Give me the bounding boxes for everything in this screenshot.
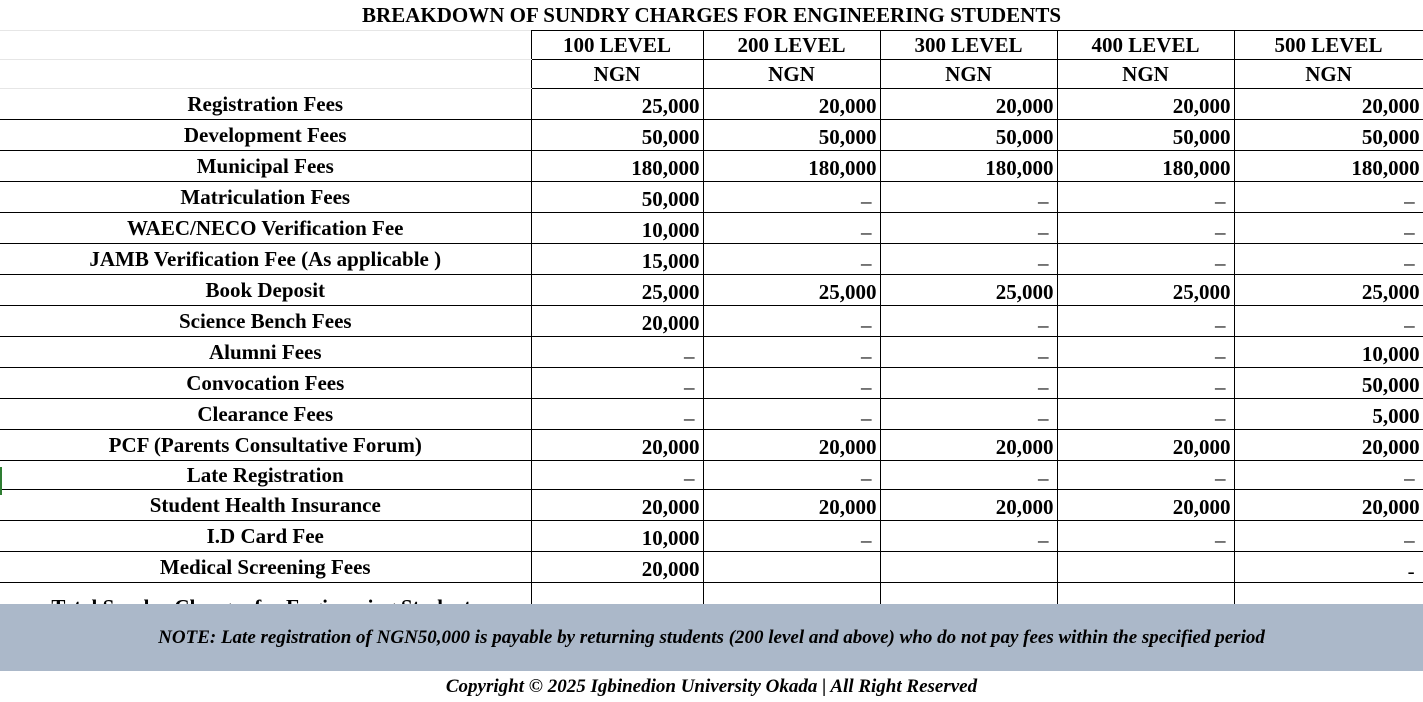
title-row: [0, 0, 1423, 31]
fee-amount-level-100: 20,000: [531, 490, 703, 521]
fee-amount-level-500: –: [1234, 306, 1423, 337]
fee-label: Matriculation Fees: [0, 182, 531, 213]
fee-amount-level-100: 10,000: [531, 213, 703, 244]
fee-label: Development Fees: [0, 120, 531, 151]
fee-amount-level-400: 50,000: [1057, 120, 1234, 151]
fee-amount-level-400: –: [1057, 337, 1234, 368]
fee-row: [0, 521, 1423, 552]
fee-row: [0, 182, 1423, 213]
fee-amount-level-300: 20,000: [880, 89, 1057, 120]
fee-label: WAEC/NECO Verification Fee: [0, 213, 531, 244]
fee-row: [0, 120, 1423, 151]
fee-amount-level-100: 20,000: [531, 552, 703, 583]
fee-amount-level-400: –: [1057, 399, 1234, 430]
fee-label: Municipal Fees: [0, 151, 531, 182]
fee-label: Medical Screening Fees: [0, 552, 531, 583]
fee-amount-level-100: –: [531, 461, 703, 490]
fee-amount-level-100: 10,000: [531, 521, 703, 552]
fee-amount-level-400: 20,000: [1057, 89, 1234, 120]
fee-amount-level-200: –: [703, 337, 880, 368]
fee-amount-level-200: –: [703, 368, 880, 399]
fee-amount-level-300: –: [880, 182, 1057, 213]
fee-amount-level-200: –: [703, 306, 880, 337]
fee-amount-level-500: 180,000: [1234, 151, 1423, 182]
currency-cell: NGN: [880, 60, 1057, 89]
fee-amount-level-400: –: [1057, 306, 1234, 337]
currency-cell: NGN: [1234, 60, 1423, 89]
fee-label: Convocation Fees: [0, 368, 531, 399]
fee-label: Science Bench Fees: [0, 306, 531, 337]
fee-amount-level-500: 20,000: [1234, 490, 1423, 521]
fee-amount-level-300: –: [880, 399, 1057, 430]
fee-amount-level-200: –: [703, 213, 880, 244]
fee-amount-level-500: 20,000: [1234, 89, 1423, 120]
fee-amount-level-400: 25,000: [1057, 275, 1234, 306]
fee-amount-level-200: 50,000: [703, 120, 880, 151]
fee-label: PCF (Parents Consultative Forum): [0, 430, 531, 461]
header-200-level: 200 LEVEL: [703, 31, 880, 60]
fee-row: [0, 244, 1423, 275]
fee-label: Clearance Fees: [0, 399, 531, 430]
fee-amount-level-500: –: [1234, 244, 1423, 275]
fee-amount-level-200: –: [703, 399, 880, 430]
fee-amount-level-300: –: [880, 244, 1057, 275]
fee-row: [0, 461, 1423, 490]
fee-amount-level-100: –: [531, 368, 703, 399]
fee-amount-level-300: 20,000: [880, 430, 1057, 461]
fee-amount-level-500: 5,000: [1234, 399, 1423, 430]
fee-amount-level-200: –: [703, 521, 880, 552]
fee-amount-level-100: 20,000: [531, 430, 703, 461]
fee-amount-level-200: 20,000: [703, 89, 880, 120]
fee-amount-level-500: –: [1234, 213, 1423, 244]
fee-amount-level-500: 25,000: [1234, 275, 1423, 306]
fee-row: [0, 552, 1423, 583]
fee-row: [0, 368, 1423, 399]
fee-amount-level-400: [1057, 552, 1234, 583]
fee-amount-level-400: 20,000: [1057, 430, 1234, 461]
fee-amount-level-400: –: [1057, 521, 1234, 552]
fee-amount-level-200: –: [703, 182, 880, 213]
fee-amount-level-500: 50,000: [1234, 120, 1423, 151]
fee-row: [0, 490, 1423, 521]
fee-amount-level-100: 15,000: [531, 244, 703, 275]
fee-amount-level-500: -: [1234, 552, 1423, 583]
blank-header-cell: [0, 31, 531, 60]
fee-amount-level-300: –: [880, 368, 1057, 399]
fee-amount-level-500: –: [1234, 521, 1423, 552]
currency-cell: NGN: [1057, 60, 1234, 89]
fee-amount-level-400: 20,000: [1057, 490, 1234, 521]
fee-amount-level-400: –: [1057, 368, 1234, 399]
fee-amount-level-200: –: [703, 244, 880, 275]
fee-label: Alumni Fees: [0, 337, 531, 368]
fee-amount-level-300: 25,000: [880, 275, 1057, 306]
fee-row: [0, 151, 1423, 182]
fee-amount-level-400: –: [1057, 213, 1234, 244]
fee-amount-level-300: 20,000: [880, 490, 1057, 521]
fee-amount-level-200: [703, 552, 880, 583]
fee-amount-level-500: 20,000: [1234, 430, 1423, 461]
fee-label: I.D Card Fee: [0, 521, 531, 552]
fee-amount-level-300: 50,000: [880, 120, 1057, 151]
header-500-level: 500 LEVEL: [1234, 31, 1423, 60]
fee-label: Late Registration: [0, 461, 531, 490]
fee-amount-level-500: –: [1234, 182, 1423, 213]
fee-amount-level-100: 25,000: [531, 275, 703, 306]
currency-cell: NGN: [531, 60, 703, 89]
fee-label: JAMB Verification Fee (As applicable ): [0, 244, 531, 275]
fee-label: Book Deposit: [0, 275, 531, 306]
fee-row: [0, 337, 1423, 368]
fee-amount-level-100: –: [531, 399, 703, 430]
table-title: BREAKDOWN OF SUNDRY CHARGES FOR ENGINEERING STUDENTS: [362, 2, 1062, 27]
late-registration-note: NOTE: Late registration of NGN50,000 is payable by returning students (200 level and above) who do not pay fees within the specified period: [0, 604, 1423, 671]
header-400-level: 400 LEVEL: [1057, 31, 1234, 60]
currency-header-row: [0, 60, 1423, 89]
fee-amount-level-200: 20,000: [703, 430, 880, 461]
fee-amount-level-200: 25,000: [703, 275, 880, 306]
fee-amount-level-100: 25,000: [531, 89, 703, 120]
fee-row: [0, 306, 1423, 337]
fee-amount-level-500: –: [1234, 461, 1423, 490]
fee-amount-level-100: 180,000: [531, 151, 703, 182]
fee-amount-level-300: –: [880, 521, 1057, 552]
fee-amount-level-400: –: [1057, 461, 1234, 490]
header-100-level: 100 LEVEL: [531, 31, 703, 60]
copyright-footer: Copyright © 2025 Igbinedion University Okada | All Right Reserved: [445, 675, 978, 697]
fee-amount-level-300: 180,000: [880, 151, 1057, 182]
fee-row: [0, 89, 1423, 120]
fee-row: [0, 213, 1423, 244]
level-header-row: [0, 31, 1423, 60]
fee-amount-level-200: 20,000: [703, 490, 880, 521]
blank-header-cell: [0, 60, 531, 89]
fee-amount-level-300: –: [880, 337, 1057, 368]
fee-amount-level-100: 50,000: [531, 182, 703, 213]
fee-amount-level-400: –: [1057, 182, 1234, 213]
fee-label: Student Health Insurance: [0, 490, 531, 521]
fee-amount-level-400: 180,000: [1057, 151, 1234, 182]
fee-amount-level-200: –: [703, 461, 880, 490]
fee-label: Registration Fees: [0, 89, 531, 120]
fee-amount-level-100: 50,000: [531, 120, 703, 151]
fee-amount-level-500: 50,000: [1234, 368, 1423, 399]
fee-amount-level-300: –: [880, 461, 1057, 490]
fee-row: [0, 399, 1423, 430]
fee-amount-level-300: –: [880, 213, 1057, 244]
header-300-level: 300 LEVEL: [880, 31, 1057, 60]
fee-amount-level-300: –: [880, 306, 1057, 337]
fee-row: [0, 275, 1423, 306]
fee-amount-level-200: 180,000: [703, 151, 880, 182]
currency-cell: NGN: [703, 60, 880, 89]
fee-amount-level-100: 20,000: [531, 306, 703, 337]
fee-row: [0, 430, 1423, 461]
fee-amount-level-500: 10,000: [1234, 337, 1423, 368]
fee-amount-level-300: [880, 552, 1057, 583]
fee-amount-level-400: –: [1057, 244, 1234, 275]
fee-amount-level-100: –: [531, 337, 703, 368]
cell-selection-marker: [0, 467, 2, 495]
